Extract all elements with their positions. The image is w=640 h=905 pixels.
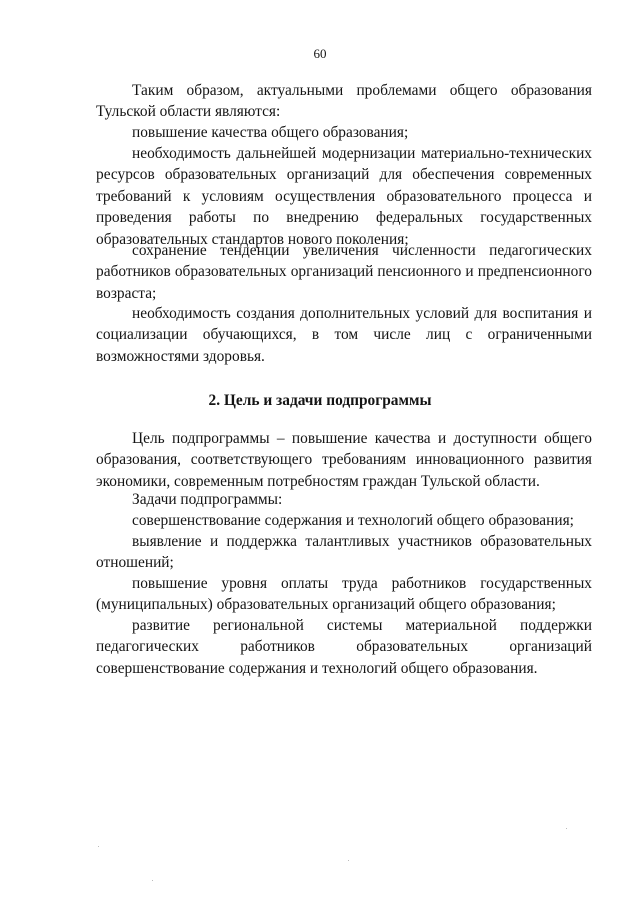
text-line: возраста; [96, 284, 157, 302]
text-line: Тульской области являются: [96, 103, 281, 121]
text-line: (муниципальных) образовательных организаций общего образования; [96, 596, 556, 614]
text-line: социализации обучающихся, в том числе лиц с ограниченными [96, 326, 592, 344]
text-line: ресурсов образовательных организаций для обеспечения современных [96, 166, 592, 184]
text-line: повышение качества общего образования; [132, 124, 409, 141]
text-line: Задачи подпрограммы: [132, 491, 283, 508]
text-line: требований к условиям осуществления образовательного процесса и [96, 187, 592, 205]
text-line: работников образовательных организаций пенсионного и предпенсионного [96, 263, 592, 281]
paragraph [96, 489, 592, 510]
text-line: экономики, современным потребностям граждан Тульской области. [96, 472, 540, 490]
paragraph [96, 531, 592, 574]
scan-speck [98, 846, 99, 847]
paragraph [96, 615, 592, 679]
text-line: совершенствование содержания и технологий общего образования. [96, 659, 538, 677]
text-line: образовательных стандартов нового поколения; [96, 230, 409, 248]
paragraph [96, 122, 592, 143]
paragraph [96, 428, 592, 492]
scan-speck [348, 860, 349, 861]
page-number: 60 [313, 46, 327, 61]
scan-speck [152, 880, 153, 881]
text-line: повышение уровня оплаты труда работников государственных [132, 575, 592, 592]
paragraph [96, 303, 592, 367]
paragraph [96, 240, 592, 304]
text-line: возможностями здоровья. [96, 347, 265, 365]
paragraph [96, 143, 592, 250]
text-line: образования, соответствующего требованиям инновационного развития [96, 451, 592, 469]
text-line: проведения работы по внедрению федеральных государственных [96, 209, 592, 227]
text-line: педагогических работников образовательных организаций [96, 638, 592, 656]
text-line: развитие региональной системы материальной поддержки [132, 617, 592, 634]
text-line: необходимость создания дополнительных условий для воспитания и [132, 305, 592, 322]
section-heading: 2. Цель и задачи подпрограммы [208, 392, 432, 409]
text-line: Цель подпрограммы – повышение качества и доступности общего [132, 430, 592, 447]
text-line: необходимость дальнейшей модернизации материально-технических [132, 145, 592, 162]
text-line: отношений; [96, 554, 174, 572]
paragraph [96, 573, 592, 616]
text-line: Таким образом, актуальными проблемами общего образования [132, 82, 592, 99]
paragraph [96, 80, 592, 123]
text-line: выявление и поддержка талантливых участников образовательных [132, 533, 592, 550]
text-line: сохранение тенденции увеличения численности педагогических [132, 242, 592, 259]
scan-speck [566, 828, 567, 829]
text-line: совершенствование содержания и технологий общего образования; [132, 512, 574, 529]
paragraph [96, 510, 592, 531]
